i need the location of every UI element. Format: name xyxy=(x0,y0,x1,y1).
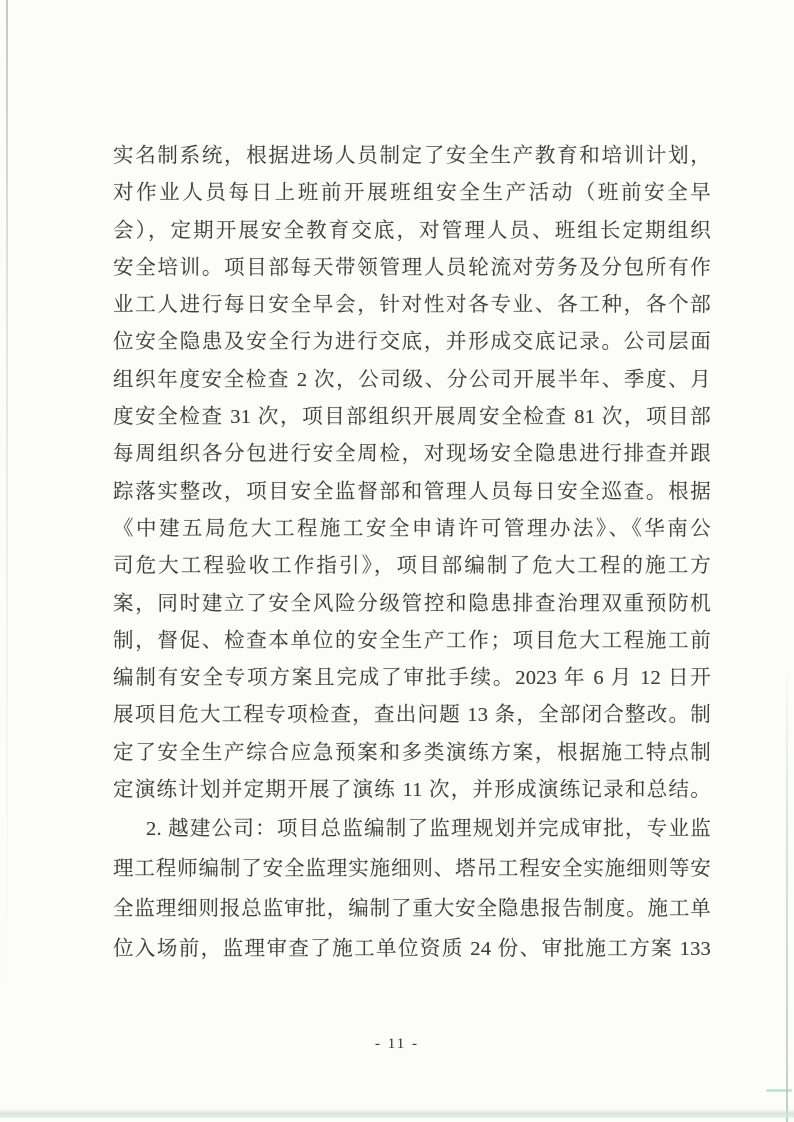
text-line: 理工程师编制了安全监理实施细则、塔吊工程安全实施细则等安 xyxy=(113,858,711,881)
scan-artifact-left-edge xyxy=(6,0,8,1010)
text-line: 定演练计划并定期开展了演练 11 次，并形成演练记录和总结。 xyxy=(113,779,711,802)
text-line: 实名制系统，根据进场人员制定了安全生产教育和培训计划， xyxy=(113,145,711,167)
text-line: 案，同时建立了安全风险分级管控和隐患排查治理双重预防机 xyxy=(113,592,711,615)
text-line: 位安全隐患及安全行为进行交底，并形成交底记录。公司层面 xyxy=(113,331,711,354)
text-line: 位入场前，监理审查了施工单位资质 24 份、审批施工方案 133 xyxy=(113,938,711,961)
scan-artifact-bottom-band xyxy=(0,1110,794,1118)
text-line: 踪落实整改，项目安全监督部和管理人员每日安全巡查。根据 xyxy=(113,480,711,503)
text-line: 司危大工程验收工作指引》，项目部编制了危大工程的施工方 xyxy=(113,555,711,578)
text-line: 度安全检查 31 次，项目部组织开展周安全检查 81 次，项目部 xyxy=(113,406,711,429)
scan-artifact-teal-tick xyxy=(766,1089,792,1092)
text-line: 2. 越建公司：项目总监编制了监理规划并完成审批，专业监 xyxy=(146,818,711,841)
text-line: 每周组织各分包进行安全周检，对现场安全隐患进行排查并跟 xyxy=(113,443,711,466)
text-line: 《中建五局危大工程施工安全申请许可管理办法》、《华南公 xyxy=(113,517,711,540)
page-number: - 11 - xyxy=(375,1036,419,1052)
text-line: 对作业人员每日上班前开展班组安全生产活动（班前安全早 xyxy=(113,182,711,205)
text-line: 全监理细则报总监审批，编制了重大安全隐患报告制度。施工单 xyxy=(113,898,711,921)
text-line: 会），定期开展安全教育交底，对管理人员、班组长定期组织 xyxy=(113,219,711,242)
text-line: 编制有安全专项方案且完成了审批手续。2023 年 6 月 12 日开 xyxy=(113,667,711,690)
paragraph xyxy=(113,809,711,969)
text-line: 业工人进行每日安全早会，针对性对各专业、各工种，各个部 xyxy=(113,294,711,317)
paragraph xyxy=(113,138,711,809)
document-body-text xyxy=(113,138,711,969)
page-footer xyxy=(0,1035,794,1053)
text-line: 定了安全生产综合应急预案和多类演练方案，根据施工特点制 xyxy=(113,741,711,764)
text-line: 安全培训。项目部每天带领管理人员轮流对劳务及分包所有作 xyxy=(113,256,711,279)
text-line: 组织年度安全检查 2 次，公司级、分公司开展半年、季度、月 xyxy=(113,368,711,391)
text-line: 制，督促、检查本单位的安全生产工作；项目危大工程施工前 xyxy=(113,629,711,652)
text-line: 展项目危大工程专项检查，查出问题 13 条，全部闭合整改。制 xyxy=(113,704,711,727)
